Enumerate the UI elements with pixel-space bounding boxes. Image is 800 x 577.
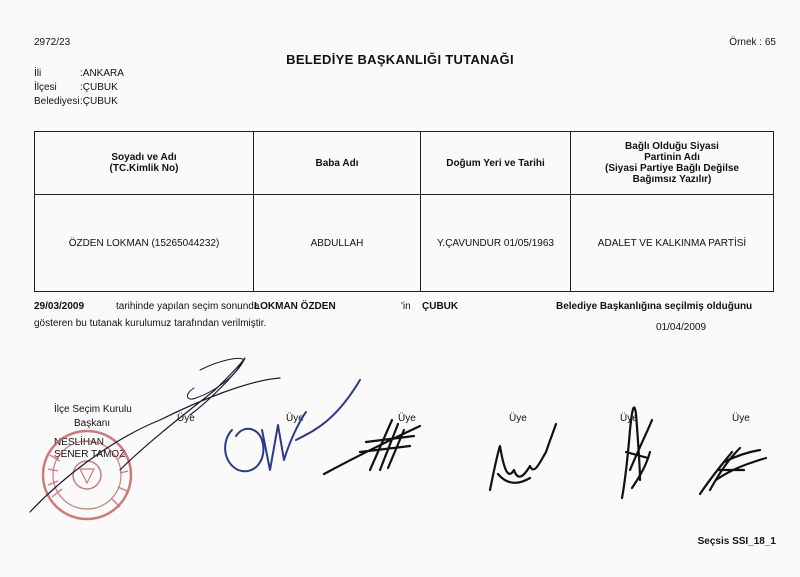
province-value: :ANKARA [80,68,124,79]
member-label: Üye [509,413,527,424]
member-label: Üye [732,413,750,424]
report-date: 01/04/2009 [656,322,707,333]
chair-name-2: ŞENER TAMOZ [54,449,126,460]
header-birth: Doğum Yeri ve Tarihi [421,132,571,195]
statement-line-2: gösteren bu tutanak kurulumuz tarafından verilmiştir. [34,318,267,329]
municipality-label: Belediyesi [34,96,80,107]
cell-father-name: ABDULLAH [254,195,421,292]
cell-party: ADALET VE KALKINMA PARTİSİ [571,195,774,292]
member-signature-4 [622,407,652,498]
member-signature-5 [700,448,766,494]
province-label: İli [34,68,42,79]
form-code: Seçsis SSI_18_1 [697,536,776,547]
suffix-in: 'in [401,301,411,312]
document-number: 2972/23 [34,37,71,48]
page-title: BELEDİYE BAŞKANLIĞI TUTANAĞI [286,52,514,67]
chair-signature [30,358,280,512]
statement-municipality: ÇUBUK [422,301,459,312]
member-signature-2 [324,420,420,474]
chair-title-1: İlçe Seçim Kurulu [54,404,132,415]
sample-number: Örnek : 65 [729,37,776,48]
statement-phrase-1: tarihinde yapılan seçim sonunda [116,301,260,312]
elected-name: LOKMAN ÖZDEN [254,301,336,312]
header-name: Soyadı ve Adı (TC.Kimlik No) [35,132,254,195]
chair-name-1: NESLİHAN [54,437,105,448]
member-label: Üye [177,413,195,424]
chair-title-2: Başkanı [74,418,111,429]
district-value: :ÇUBUK [80,82,118,93]
member-signature-3 [490,424,556,490]
municipality-value: :ÇUBUK [80,96,118,107]
cell-birth: Y.ÇAVUNDUR 01/05/1963 [421,195,571,292]
election-date: 29/03/2009 [34,301,85,312]
member-label: Üye [620,413,638,424]
header-father-name: Baba Adı [254,132,421,195]
member-signature-1 [225,380,360,471]
header-party: Bağlı Olduğu Siyasi Partinin Adı (Siyasi Partiye Bağlı Değilse Bağımsız Yazılır) [571,132,774,195]
member-label: Üye [398,413,416,424]
cell-name: ÖZDEN LOKMAN (15265044232) [35,195,254,292]
district-label: İlçesi [34,82,57,93]
statement-phrase-2: Belediye Başkanlığına seçilmiş olduğunu [556,301,753,312]
member-label: Üye [286,413,304,424]
